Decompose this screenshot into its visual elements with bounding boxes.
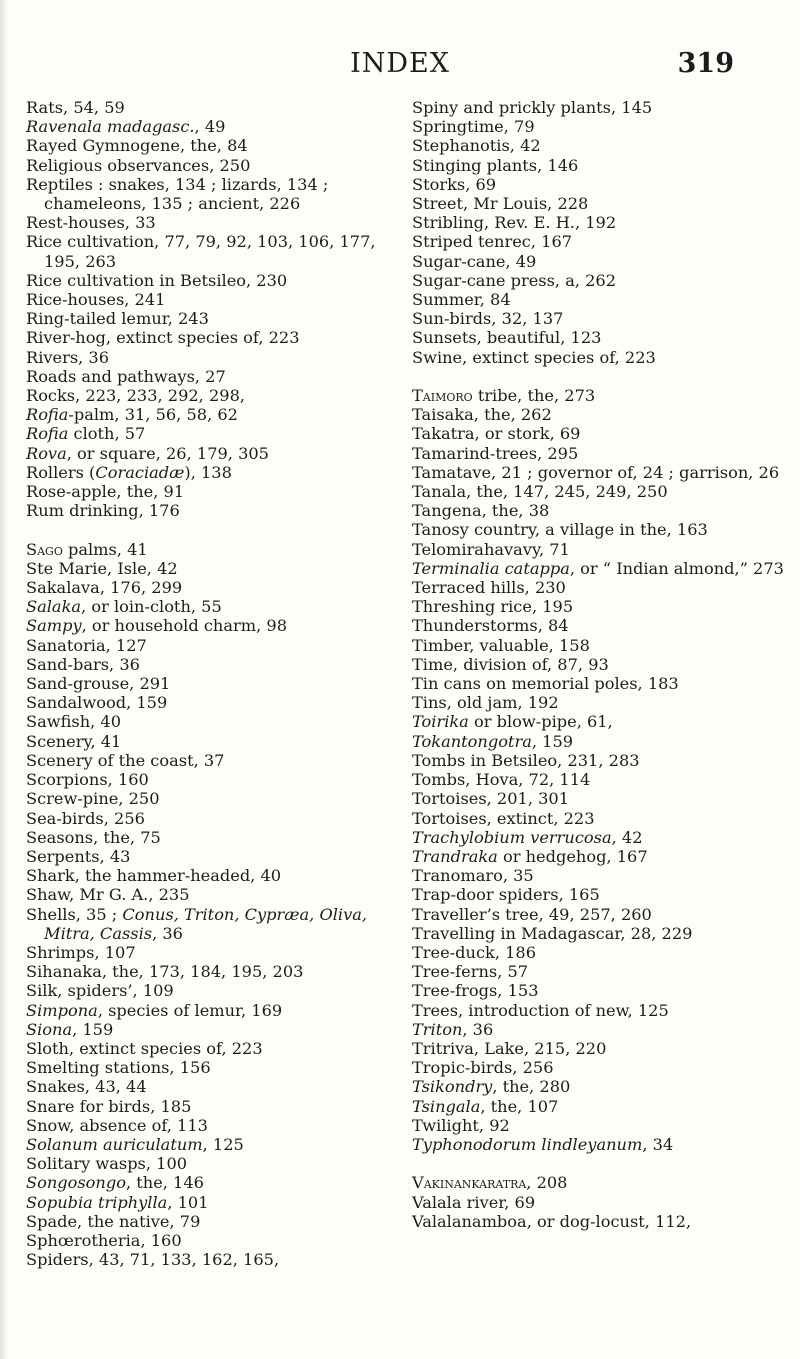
index-entry: Roads and pathways, 27 [26,366,226,386]
section-gap [412,367,788,386]
index-entry: Smelting stations, 156 [26,1058,211,1078]
index-entry: Silk, spiders’, 109 [26,981,174,1001]
index-entry: Takatra, or stork, 69 [412,424,581,444]
index-entry: Tortoises, 201, 301 [412,789,570,809]
index-entry: Trap-door spiders, 165 [412,885,600,905]
index-entry: Songosongo, the, 146 [26,1173,204,1193]
index-entry: Sunsets, beautiful, 123 [412,328,602,348]
index-entry: Vakinankaratra, 208 [412,1173,568,1193]
index-entry: Tropic-birds, 256 [412,1058,554,1078]
index-entry: Siona, 159 [26,1019,114,1039]
index-entry: Tanala, the, 147, 245, 249, 250 [412,482,668,502]
index-entry: Striped tenrec, 167 [412,232,573,252]
index-entry: Taisaka, the, 262 [412,405,552,425]
index-entry: Solanum auriculatum, 125 [26,1134,244,1154]
index-entry: Tree-duck, 186 [412,942,537,962]
index-entry: Typhonodorum lindleyanum, 34 [412,1134,674,1154]
index-entry: Sun-birds, 32, 137 [412,309,564,329]
index-entry: Screw-pine, 250 [26,789,160,809]
index-entry: Twilight, 92 [412,1115,510,1135]
index-entry: Religious observances, 250 [26,155,251,175]
index-entry: Seasons, the, 75 [26,827,161,847]
index-column-right [412,98,788,1231]
page-number: 319 [677,48,734,79]
index-entry: Rice-houses, 241 [26,290,166,310]
index-entry: Sopubia triphylla, 101 [26,1192,209,1212]
index-entry: Snow, absence of, 113 [26,1115,208,1135]
index-entry: Rocks, 223, 233, 292, 298, [26,386,246,406]
index-entry: Tritriva, Lake, 215, 220 [412,1038,607,1058]
index-entry: Tokantongotra, 159 [412,731,574,751]
index-entry: Salaka, or loin-cloth, 55 [26,597,222,617]
index-entry: Scenery of the coast, 37 [26,750,225,770]
index-entry: Rats, 54, 59 [26,98,125,117]
index-entry: Tortoises, extinct, 223 [412,808,595,828]
index-entry: Sampy, or household charm, 98 [26,616,287,636]
page-header [0,48,800,84]
index-entry: Solitary wasps, 100 [26,1154,188,1174]
index-entry: Rova, or square, 26, 179, 305 [26,443,269,463]
index-entry: Travelling in Madagascar, 28, 229 [412,923,693,943]
index-entry: Toirika or blow-pipe, 61, [412,712,613,732]
index-entry: Tombs in Betsileo, 231, 283 [412,750,640,770]
index-entry: Sea-birds, 256 [26,808,145,828]
index-entry: Sanatoria, 127 [26,635,147,655]
index-entry: Valala river, 69 [412,1192,536,1212]
index-entry: Trees, introduction of new, 125 [412,1000,669,1020]
index-entry: Spade, the native, 79 [26,1211,201,1231]
section-gap [412,1154,788,1173]
index-entry: Rivers, 36 [26,347,110,367]
index-entry: Tranomaro, 35 [412,866,534,886]
index-entry: Springtime, 79 [412,117,535,137]
index-entry: Time, division of, 87, 93 [412,654,609,674]
index-entry: Threshing rice, 195 [412,597,574,617]
index-entry: Storks, 69 [412,174,497,194]
index-entry: Rofia-palm, 31, 56, 58, 62 [26,405,238,425]
index-entry: Rose-apple, the, 91 [26,482,185,502]
index-entry: Tangena, the, 38 [412,501,550,521]
section-gap [26,520,396,539]
page-title: INDEX [350,48,450,79]
index-entry: Rice cultivation in Betsileo, 230 [26,270,288,290]
index-entry: Scorpions, 160 [26,770,149,790]
index-entry: Stinging plants, 146 [412,155,579,175]
index-entry: Scenery, 41 [26,731,122,751]
index-entry: Rum drinking, 176 [26,501,180,521]
index-entry: Sihanaka, the, 173, 184, 195, 203 [26,962,304,982]
index-entry: Serpents, 43 [26,846,131,866]
index-entry: Sawfish, 40 [26,712,122,732]
index-entry: Trachylobium verrucosa, 42 [412,827,643,847]
index-entry: Trandraka or hedgehog, 167 [412,846,648,866]
index-entry: Ste Marie, Isle, 42 [26,558,178,578]
index-entry: Snakes, 43, 44 [26,1077,147,1097]
index-entry: Spiny and prickly plants, 145 [412,98,653,117]
index-column-left [26,98,396,1269]
index-entry: Telomirahavavy, 71 [412,539,570,559]
index-entry: Spiders, 43, 71, 133, 162, 165, [26,1250,280,1270]
index-entry: Swine, extinct species of, 223 [412,347,656,367]
index-entry: Shrimps, 107 [26,942,136,962]
page-gutter-shadow [0,0,8,1359]
index-entry: Rayed Gymnogene, the, 84 [26,136,248,156]
index-entry: River-hog, extinct species of, 223 [26,328,300,348]
index-entry: Sand-bars, 36 [26,654,140,674]
index-entry: Valalanamboa, or dog-locust, 112, [412,1211,692,1231]
index-entry: Snare for birds, 185 [26,1096,192,1116]
index-entry: Triton, 36 [412,1019,494,1039]
index-entry: Tree-ferns, 57 [412,962,529,982]
index-entry: Shark, the hammer-headed, 40 [26,866,282,886]
index-entry: Sugar-cane press, a, 262 [412,270,617,290]
index-entry: Sand-grouse, 291 [26,674,171,694]
index-entry: Summer, 84 [412,290,511,310]
index-entry: Rofia cloth, 57 [26,424,146,444]
index-entry: Timber, valuable, 158 [412,635,590,655]
index-entry: Simpona, species of lemur, 169 [26,1000,283,1020]
index-entry: Rest-houses, 33 [26,213,156,233]
index-entry: Street, Mr Louis, 228 [412,194,589,214]
index-entry: Stribling, Rev. E. H., 192 [412,213,617,233]
index-entry: Tree-frogs, 153 [412,981,539,1001]
index-entry: Stephanotis, 42 [412,136,541,156]
index-entry: Rice cultivation, 77, 79, 92, 103, 106, 177, 195, 263 [26,232,376,271]
index-entry: Tamarind-trees, 295 [412,443,579,463]
index-entry: Sphœrotheria, 160 [26,1230,182,1250]
index-entry: Sugar-cane, 49 [412,251,537,271]
index-entry: Sloth, extinct species of, 223 [26,1038,263,1058]
index-entry: Tins, old jam, 192 [412,693,559,713]
index-entry: Ravenala madagasc., 49 [26,117,226,137]
index-entry: Tombs, Hova, 72, 114 [412,770,591,790]
index-entry: Tsingala, the, 107 [412,1096,559,1116]
index-entry: Shaw, Mr G. A., 235 [26,885,190,905]
index-entry: Terminalia catappa, or “ Indian almond,” 273 [412,558,784,578]
index-entry: Taimoro tribe, the, 273 [412,386,596,406]
index-entry: Reptiles : snakes, 134 ; lizards, 134 ; chameleons, 135 ; ancient, 226 [26,174,329,214]
index-entry: Thunderstorms, 84 [412,616,569,636]
index-entry: Terraced hills, 230 [412,578,566,598]
index-entry: Ring-tailed lemur, 243 [26,309,209,329]
index-entry: Rollers (Coraciadæ), 138 [26,462,232,482]
index-entry: Sandalwood, 159 [26,693,168,713]
index-entry: Traveller’s tree, 49, 257, 260 [412,904,652,924]
index-entry: Tamatave, 21 ; governor of, 24 ; garrison, 26 [412,462,780,482]
index-entry: Sago palms, 41 [26,539,148,559]
index-entry: Sakalava, 176, 299 [26,578,183,598]
index-entry: Shells, 35 ; Conus, Triton, Cypræa, Oliva, Mitra, Cassis, 36 [26,904,368,943]
index-entry: Tanosy country, a village in the, 163 [412,520,708,540]
index-entry: Tsikondry, the, 280 [412,1077,571,1097]
index-entry: Tin cans on memorial poles, 183 [412,674,679,694]
